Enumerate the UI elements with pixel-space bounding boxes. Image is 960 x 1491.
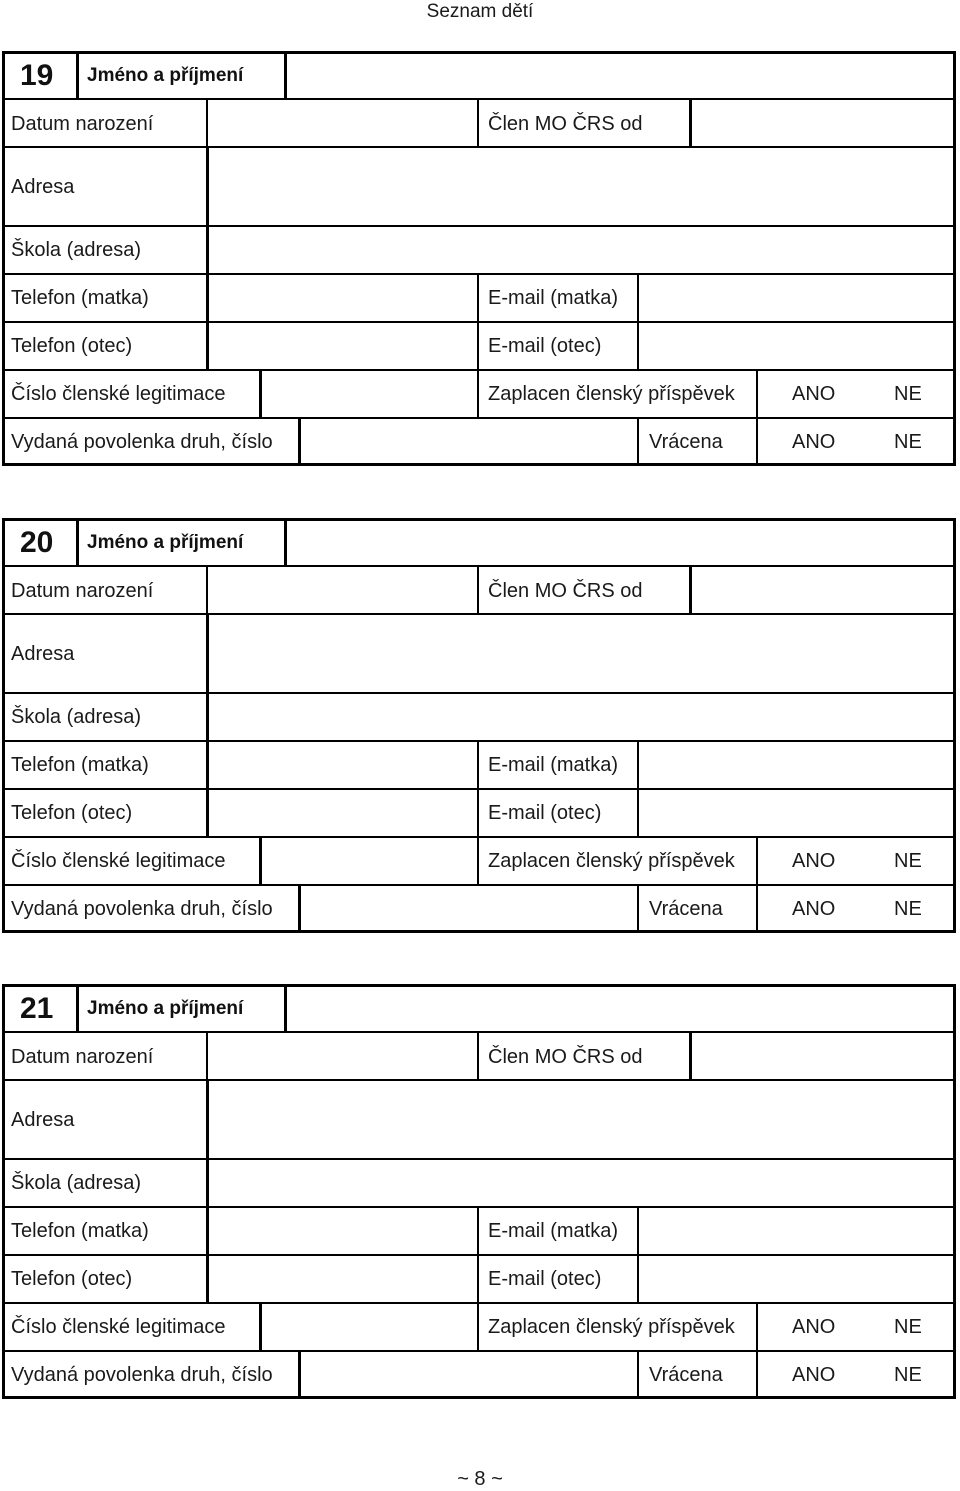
card-number-label: Číslo členské legitimace xyxy=(11,1316,226,1338)
card-number-field[interactable] xyxy=(264,371,476,416)
email-father-label: E-mail (otec) xyxy=(488,335,602,357)
cell-divider xyxy=(689,565,692,613)
member-since-field[interactable] xyxy=(694,567,951,612)
page-title: Seznam dětí xyxy=(426,1,534,22)
cell-divider xyxy=(477,1302,479,1350)
name-label: Jméno a příjmení xyxy=(87,532,244,553)
cell-divider xyxy=(637,1350,639,1399)
school-label: Škola (adresa) xyxy=(11,239,142,261)
cell-divider xyxy=(477,1206,479,1302)
school-field[interactable] xyxy=(211,227,951,272)
email-mother-field[interactable] xyxy=(641,742,951,787)
name-label: Jméno a příjmení xyxy=(87,65,244,86)
returned-no-option[interactable]: NE xyxy=(894,1364,922,1386)
email-mother-field[interactable] xyxy=(641,275,951,320)
permit-field[interactable] xyxy=(303,419,636,464)
address-label: Adresa xyxy=(11,643,75,665)
birth-date-field[interactable] xyxy=(210,100,476,145)
fee-paid-yes-option[interactable]: ANO xyxy=(792,383,836,405)
birth-date-label: Datum narození xyxy=(11,580,154,602)
birth-date-label: Datum narození xyxy=(11,113,154,135)
phone-mother-label: Telefon (matka) xyxy=(11,1220,149,1242)
cell-divider xyxy=(284,51,287,98)
cell-divider xyxy=(206,146,209,369)
record-number: 19 xyxy=(20,59,54,92)
email-father-field[interactable] xyxy=(641,323,951,368)
cell-divider xyxy=(206,565,208,613)
cell-divider xyxy=(637,273,639,369)
fee-paid-yes-option[interactable]: ANO xyxy=(792,850,836,872)
email-mother-label: E-mail (matka) xyxy=(488,754,619,776)
returned-no-option[interactable]: NE xyxy=(894,431,922,453)
cell-divider xyxy=(206,98,208,146)
permit-label: Vydaná povolenka druh, číslo xyxy=(11,1364,273,1386)
returned-yes-option[interactable]: ANO xyxy=(792,898,836,920)
cell-divider xyxy=(756,1302,758,1399)
permit-label: Vydaná povolenka druh, číslo xyxy=(11,898,273,920)
cell-divider xyxy=(637,884,639,933)
cell-divider xyxy=(259,1302,262,1350)
cell-divider xyxy=(284,984,287,1031)
child-record-form xyxy=(2,518,956,933)
member-since-label: Člen MO ČRS od xyxy=(488,580,643,602)
school-field[interactable] xyxy=(211,1160,951,1205)
phone-father-field[interactable] xyxy=(211,1256,476,1301)
permit-field[interactable] xyxy=(303,886,636,931)
cell-divider xyxy=(756,369,758,466)
phone-mother-field[interactable] xyxy=(211,742,476,787)
cell-divider xyxy=(637,417,639,466)
email-mother-label: E-mail (matka) xyxy=(488,287,619,309)
fee-paid-label: Zaplacen členský příspěvek xyxy=(488,383,735,405)
cell-divider xyxy=(206,1031,208,1079)
cell-divider xyxy=(298,417,301,466)
row-divider xyxy=(2,836,956,838)
row-divider xyxy=(2,369,956,371)
cell-divider xyxy=(298,1350,301,1399)
school-label: Škola (adresa) xyxy=(11,1172,142,1194)
school-label: Škola (adresa) xyxy=(11,706,142,728)
cell-divider xyxy=(76,518,79,565)
phone-father-field[interactable] xyxy=(211,790,476,835)
fee-paid-no-option[interactable]: NE xyxy=(894,1316,922,1338)
permit-label: Vydaná povolenka druh, číslo xyxy=(11,431,273,453)
card-number-label: Číslo členské legitimace xyxy=(11,850,226,872)
cell-divider xyxy=(206,1079,209,1302)
returned-yes-option[interactable]: ANO xyxy=(792,1364,836,1386)
phone-mother-field[interactable] xyxy=(211,275,476,320)
name-field[interactable] xyxy=(289,521,951,565)
birth-date-field[interactable] xyxy=(210,567,476,612)
address-field[interactable] xyxy=(211,148,951,224)
child-record-form xyxy=(2,51,956,466)
phone-father-field[interactable] xyxy=(211,323,476,368)
record-number: 20 xyxy=(20,526,54,559)
cell-divider xyxy=(756,836,758,933)
cell-divider xyxy=(76,51,79,98)
school-field[interactable] xyxy=(211,694,951,739)
card-number-label: Číslo členské legitimace xyxy=(11,383,226,405)
cell-divider xyxy=(477,98,479,146)
email-father-label: E-mail (otec) xyxy=(488,1268,602,1290)
address-label: Adresa xyxy=(11,1109,75,1131)
cell-divider xyxy=(284,518,287,565)
row-divider xyxy=(2,1302,956,1304)
child-record-form xyxy=(2,984,956,1399)
phone-father-label: Telefon (otec) xyxy=(11,802,133,824)
birth-date-label: Datum narození xyxy=(11,1046,154,1068)
address-label: Adresa xyxy=(11,176,75,198)
email-mother-label: E-mail (matka) xyxy=(488,1220,619,1242)
email-mother-field[interactable] xyxy=(641,1208,951,1253)
cell-divider xyxy=(206,613,209,836)
card-number-field[interactable] xyxy=(264,838,476,883)
returned-label: Vrácena xyxy=(649,1364,723,1386)
phone-mother-label: Telefon (matka) xyxy=(11,287,149,309)
email-father-label: E-mail (otec) xyxy=(488,802,602,824)
cell-divider xyxy=(477,565,479,613)
birth-date-field[interactable] xyxy=(210,1033,476,1078)
fee-paid-yes-option[interactable]: ANO xyxy=(792,1316,836,1338)
member-since-label: Člen MO ČRS od xyxy=(488,1046,643,1068)
returned-label: Vrácena xyxy=(649,431,723,453)
cell-divider xyxy=(477,369,479,417)
returned-label: Vrácena xyxy=(649,898,723,920)
phone-father-label: Telefon (otec) xyxy=(11,335,133,357)
phone-mother-field[interactable] xyxy=(211,1208,476,1253)
name-label: Jméno a příjmení xyxy=(87,998,244,1019)
cell-divider xyxy=(76,984,79,1031)
fee-paid-no-option[interactable]: NE xyxy=(894,383,922,405)
cell-divider xyxy=(259,836,262,884)
email-father-field[interactable] xyxy=(641,790,951,835)
cell-divider xyxy=(259,369,262,417)
record-number: 21 xyxy=(20,992,54,1025)
cell-divider xyxy=(477,740,479,836)
cell-divider xyxy=(637,1206,639,1302)
member-since-field[interactable] xyxy=(694,100,951,145)
address-field[interactable] xyxy=(211,615,951,691)
phone-father-label: Telefon (otec) xyxy=(11,1268,133,1290)
returned-yes-option[interactable]: ANO xyxy=(792,431,836,453)
fee-paid-label: Zaplacen členský příspěvek xyxy=(488,1316,735,1338)
cell-divider xyxy=(477,836,479,884)
name-field[interactable] xyxy=(289,54,951,98)
returned-no-option[interactable]: NE xyxy=(894,898,922,920)
cell-divider xyxy=(477,1031,479,1079)
cell-divider xyxy=(637,740,639,836)
member-since-field[interactable] xyxy=(694,1033,951,1078)
cell-divider xyxy=(689,1031,692,1079)
fee-paid-no-option[interactable]: NE xyxy=(894,850,922,872)
card-number-field[interactable] xyxy=(264,1304,476,1349)
address-field[interactable] xyxy=(211,1081,951,1157)
permit-field[interactable] xyxy=(303,1352,636,1397)
page-number: ~ 8 ~ xyxy=(457,1468,503,1490)
cell-divider xyxy=(477,273,479,369)
email-father-field[interactable] xyxy=(641,1256,951,1301)
cell-divider xyxy=(298,884,301,933)
name-field[interactable] xyxy=(289,987,951,1031)
phone-mother-label: Telefon (matka) xyxy=(11,754,149,776)
cell-divider xyxy=(689,98,692,146)
member-since-label: Člen MO ČRS od xyxy=(488,113,643,135)
fee-paid-label: Zaplacen členský příspěvek xyxy=(488,850,735,872)
